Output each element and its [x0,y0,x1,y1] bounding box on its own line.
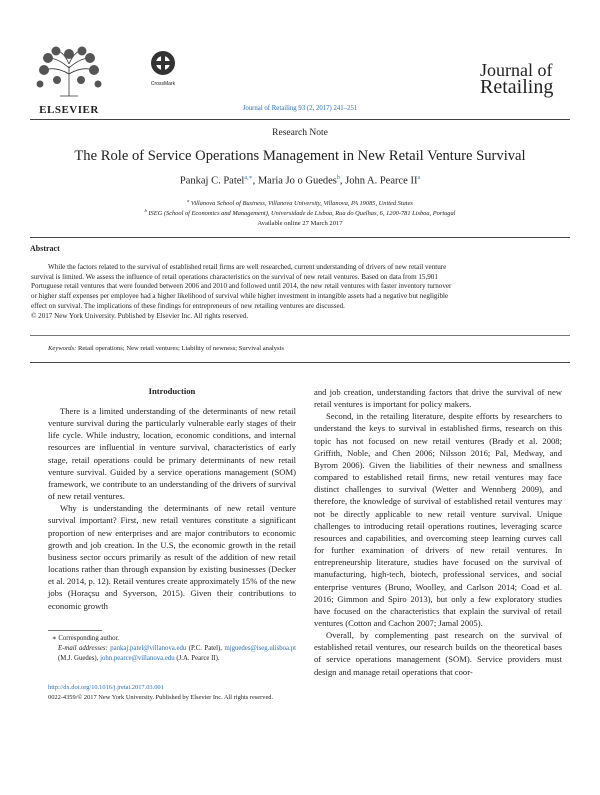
email-owner: (P.C. Patel), [188,645,222,652]
abstract-line: effect on survival. The implications of these findings for entrepreneurs of new retailing ventures are discussed. [31,301,345,310]
author-name: Maria Jo o Guedes [257,175,337,187]
abstract-line: Portuguese retail ventures that were founded between 2006 and 2010 and followed until 2014, the new retail ventures with faster inventory turnover [31,282,452,291]
crossmark-label: CrossMark [150,81,176,87]
abstract-copyright: © 2017 New York University. Published by Elsevier Inc. All rights reserved. [31,311,249,320]
journal-logo-line2: Retailing [480,76,554,98]
header-rule [30,119,570,120]
abstract-line: survival is limited. We assess the influence of retail operations characteristics on the survival of new retail ventures. Based on data from 15,901 [31,272,438,281]
introduction-heading: Introduction [148,386,196,396]
journal-citation[interactable]: Journal of Retailing 93 (2, 2017) 241–251 [242,105,358,112]
email-label: E-mail addresses: [58,645,108,652]
author-name: Pankaj C. Patel [179,175,245,187]
author-list: Pankaj C. Patel$^{a,∗}$, Maria Jo o Guedes$^b$, John A. Pearce $II^a$ [179,175,421,187]
keywords-label: Keywords: [48,345,77,352]
abstract-body [31,263,564,321]
article-title: The Role of Service Operations Management in New Retail Venture Survival [74,148,526,164]
paragraph: and job creation, understanding factors that drive the survival of new retail ventures is important for policy makers. [314,387,562,410]
author-sup[interactable]: b [336,175,340,181]
affiliation-text: ISEG (School of Economics and Management), Universidade de Lisboa, Rua do Quelhas, 6, 1200-781 Lisboa, Portugal [148,210,456,218]
abstract-top-rule [30,237,570,238]
email-link[interactable]: john.pearce@villanova.edu [100,655,175,662]
paragraph: There is a limited understanding of the determinants of new retail venture survival during the particularly vulnerable early stages of their life cycle. While industry, location, economic conditions, and internal resources are influential in venture survival, characteristics of early stage, retail operations could be primary determinants of new retail venture survival. Guided by a service operations management (SOM) framework, we contribute to an understanding of the drivers of survival of new retail ventures. [48,406,296,502]
abstract-line: or higher staff expenses per employee had a higher likelihood of survival while higher investment in intangible assets had a negative but negligible [31,292,449,301]
issn-copyright: 0022-4359/© 2017 New York University. Published by Elsevier Inc. All rights reserved. [48,694,274,701]
crossmark-icon [150,50,176,76]
article-type: Research Note [272,128,328,138]
email-owner: (J.A. Pearce II). [176,655,220,662]
left-column-body [48,405,296,612]
journal-logo-line1: Journal of [480,60,553,80]
email-link[interactable]: mjguedes@iseg.ulisboa.pt [224,645,297,652]
paragraph: Second, in the retailing literature, despite efforts by researchers to understand the keys to survival in established firms, research on this topic has not focused on new retail ventures (Brady et al. 2008; Griffith, Noble, and Chen 2006; Nilsson 2016; Pal, Medway, and Byrom 2006). Given the liabilities of their newness and smallness compared to established retail firms, new retail ventures may face distinct challenges to survival (Wetter and Wennberg 2009), and therefore, the knowledge of survival of established retail ventures may not be directly applicable to new retail venture survival. Unique challenges to introducing retail operations routines, leveraging scarce resources and capabilities, and overcoming steep learning curves call for further examination of drivers of new retail ventures. In entrepreneurship literature, studies have focused on the survival of manufacturing, high-tech, biotech, professional services, and social enterprise ventures (Bruno, Woolley, and Carlson 2014; Coad et al. 2016; Gimmon and Spiro 2013), but only a few exploratory studies have focused on the characteristics that explain the survival of retail ventures (Cotton and Cachon 2007; Jamal 2005). [314,411,562,628]
abstract-line: While the factors related to the survival of established retail firms are well researched, current understanding of drivers of new retail venture [48,263,447,271]
affiliation-text: Villanova School of Business, Villanova University, Villanova, PA 19085, United States [190,200,413,208]
email-link[interactable]: pankaj.patel@villanova.edu [110,645,187,652]
author-sup[interactable]: a,∗ [244,175,253,181]
email-addresses [48,644,296,664]
doi-link[interactable]: http://dx.doi.org/10.1016/j.jretai.2017.03.001 [48,684,164,691]
keywords [48,345,284,352]
publisher-name: ELSEVIER [39,104,99,116]
crossmark-logo[interactable] [148,50,178,90]
keywords-list: Retail operations; New retail ventures; Liability of newness; Survival analysis [77,345,284,352]
email-owner: (M.J. Guedes), [58,655,99,662]
author-sup[interactable]: a [417,175,421,181]
author-name: John A. Pearce II [345,175,418,187]
elsevier-tree-icon [30,44,108,100]
affiliation-sup: a [187,198,190,203]
footnotes [48,634,296,664]
keywords-top-rule [30,335,570,336]
keywords-bottom-rule [30,362,570,363]
journal-logo [480,62,566,96]
paragraph: Overall, by complementing past research on the survival of established retail ventures, our research builds on the theoretical bases of service operations management (SOM). Service providers must design and manage retail operations that coor- [314,630,562,677]
available-online: Available online 27 March 2017 [257,220,343,227]
abstract-heading: Abstract [30,244,60,253]
elsevier-logo [30,44,108,116]
corresponding-author: ∗ Corresponding author. [52,635,120,642]
footnote-rule [48,630,102,631]
affiliation-sup: b [144,208,147,213]
right-column-body [314,386,562,678]
affiliation [0,206,600,218]
paragraph: Why is understanding the determinants of new retail venture survival important? First, new retail ventures constitute a significant proportion of new enterprises and are major contributors to economic growth and job creation. In the U.S, the economic growth in the retail business sector occurs primarily as result of the addition of new retail locations rather than through expansion by existing businesses (Decker et al. 2014, p. 12). Retail ventures create approximately 15% of the new jobs (Horaçsu and Syverson, 2015). Given their contributions to economic growth [48,503,296,611]
